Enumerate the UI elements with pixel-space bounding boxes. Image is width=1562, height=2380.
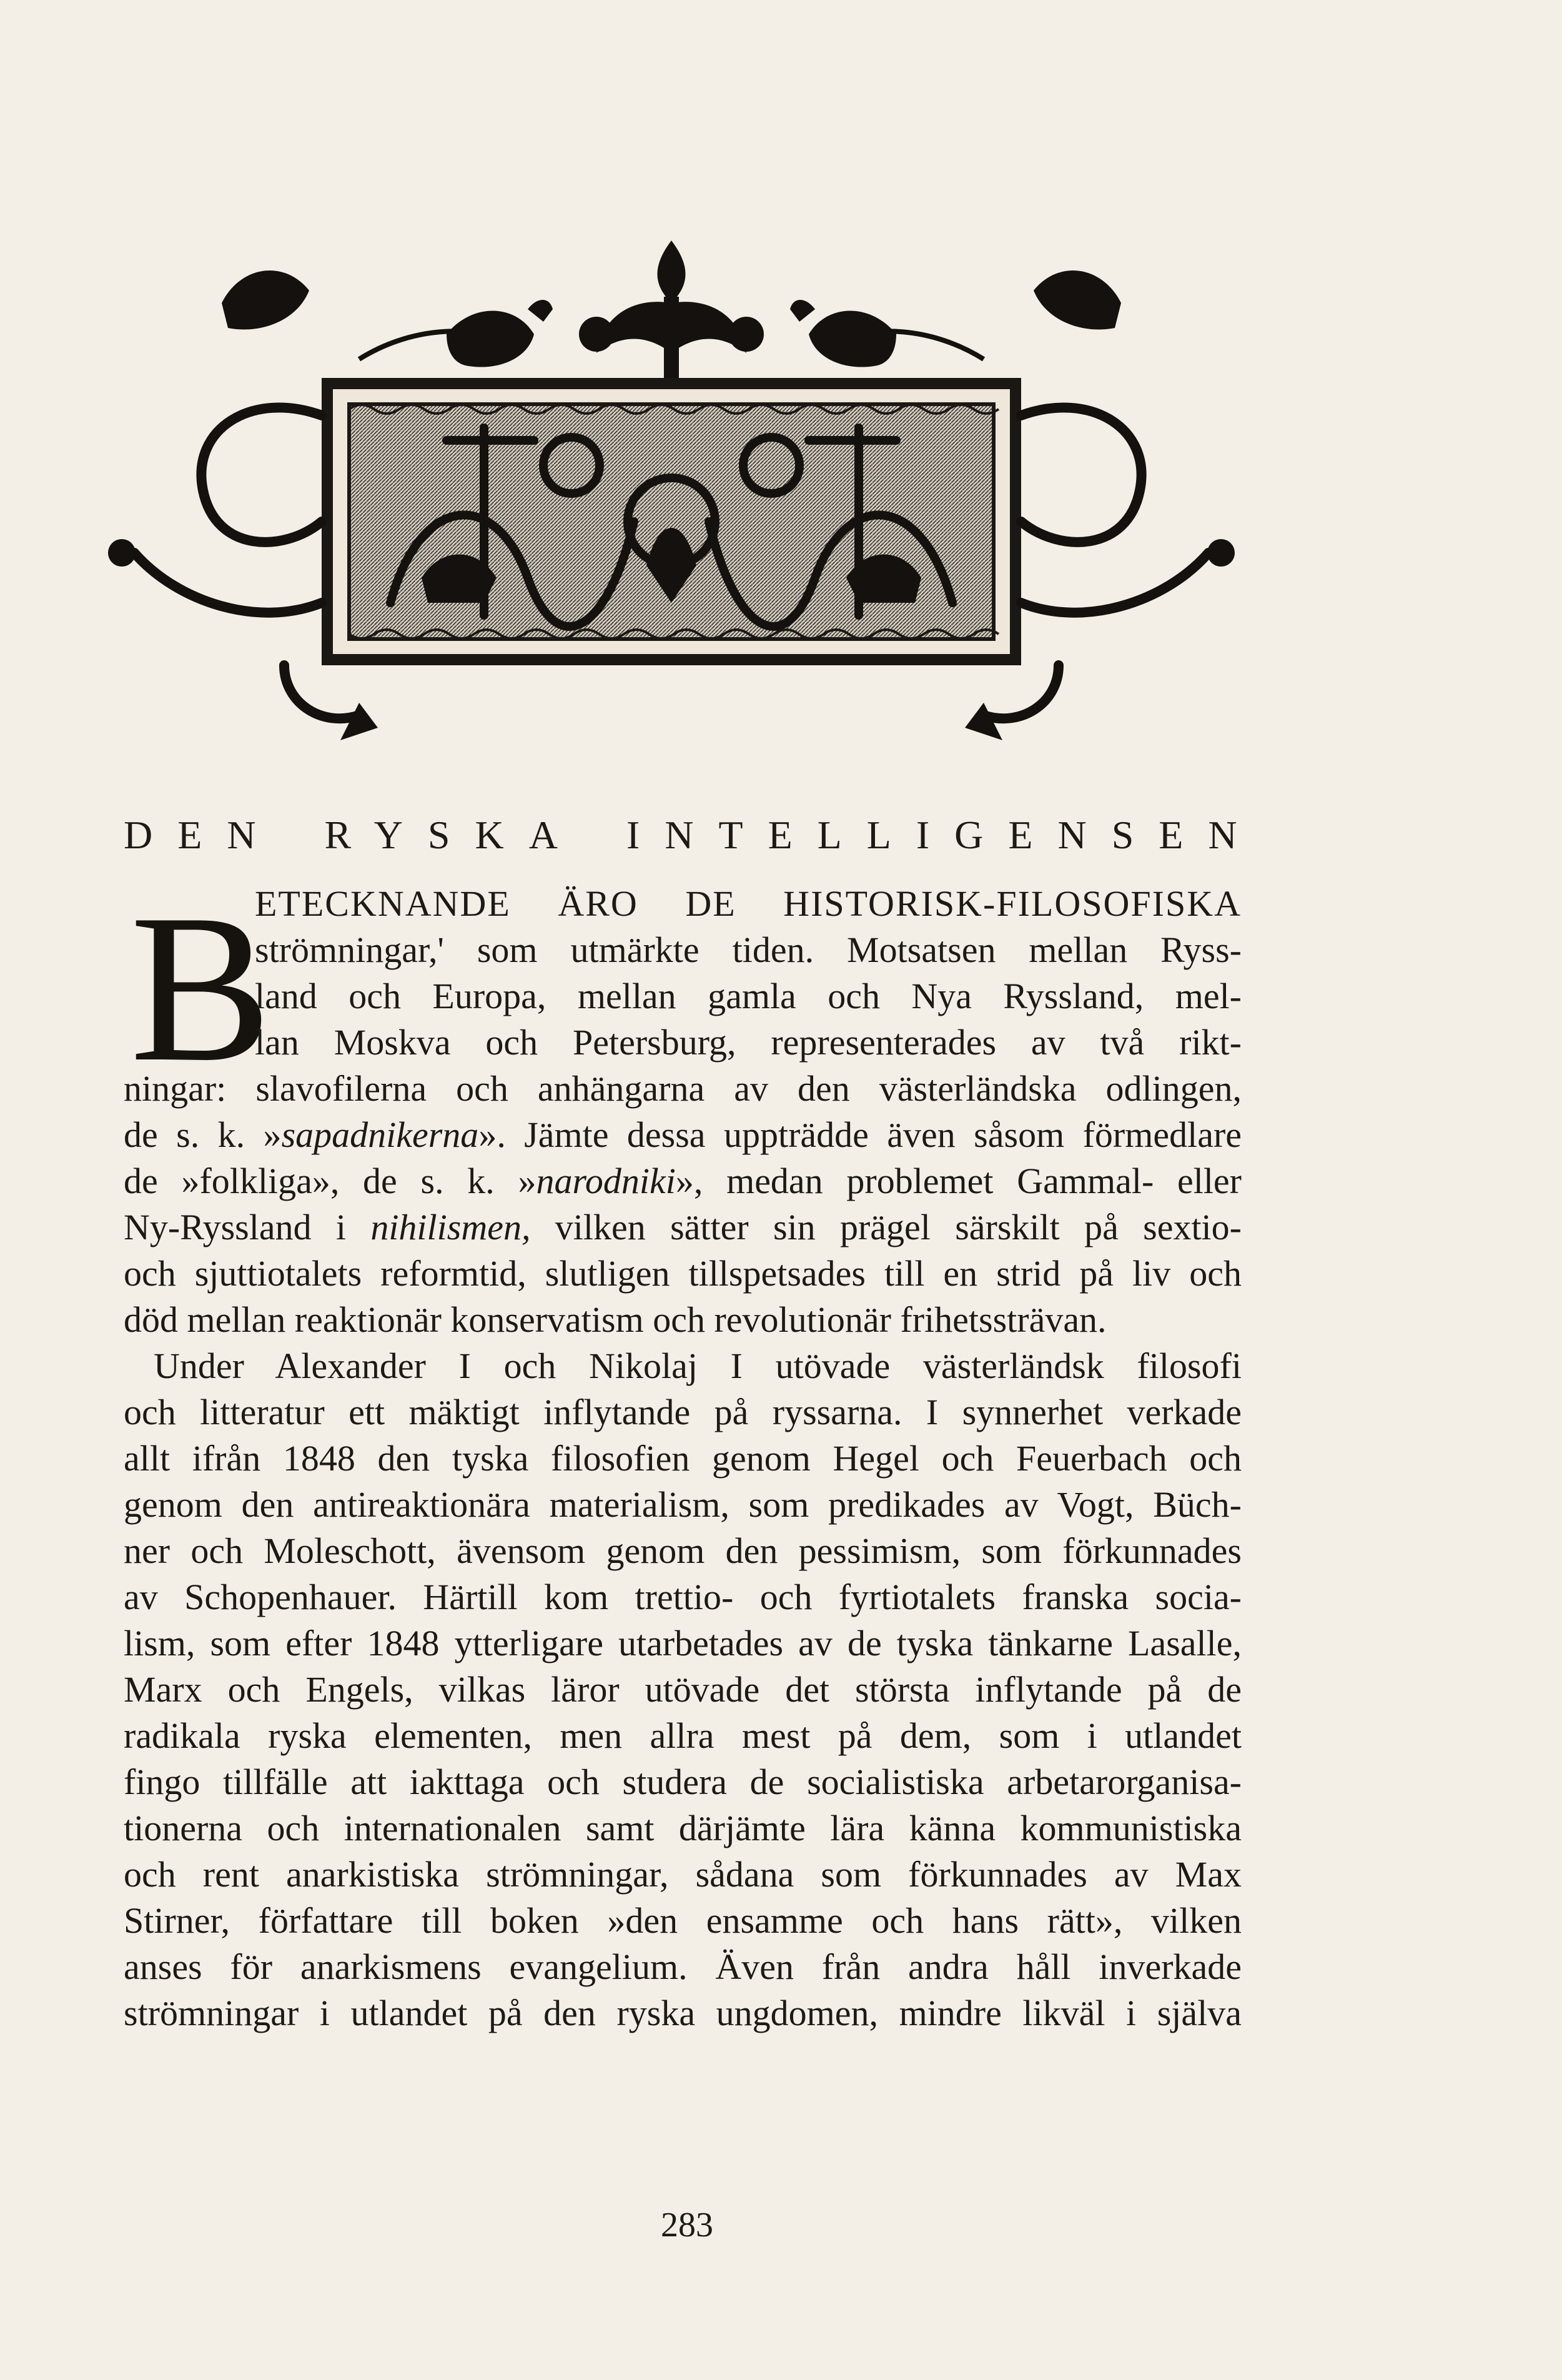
text-line xyxy=(124,1204,1242,1251)
text-line: allt ifrån 1848 den tyska filosofien genom Hegel och Feuerbach och xyxy=(124,1438,1242,1479)
text-line: ningar: slavofilerna och anhängarna av den västerländska odlingen, xyxy=(124,1068,1242,1109)
text-line: död mellan reaktionär konservatism och revolutionär frihetssträvan. xyxy=(124,1299,1107,1340)
text-line: tionerna och internationalen samt därjämte lära känna kommunistiska xyxy=(124,1808,1242,1848)
text-fragment: », medan problemet Gammal- eller xyxy=(675,1161,1242,1201)
text-line: anses för anarkismens evangelium. Även från andra håll inverkade xyxy=(124,1946,1242,1987)
title-word-1: DEN xyxy=(124,813,281,857)
text-line xyxy=(124,1112,1242,1158)
text-fragment: Ny-Ryssland i xyxy=(124,1207,371,1247)
italic-term: sapadnikerna xyxy=(281,1114,479,1155)
text-line: Stirner, författare till boken »den ensamme och hans rätt», vilken xyxy=(124,1900,1242,1941)
italic-term: nihilismen, xyxy=(370,1207,531,1247)
text-line: radikala ryska elementen, men allra mest på dem, som i utlandet xyxy=(124,1715,1242,1756)
opening-caps-line: ETECKNANDE ÄRO DE HISTORISK-FILOSOFISKA xyxy=(255,883,1242,924)
italic-term: narodniki xyxy=(536,1161,676,1201)
text-line: ner och Moleschott, ävensom genom den pessimism, som förkunnades xyxy=(124,1530,1242,1571)
opening-line: strömningar,' som utmärkte tiden. Motsatsen mellan Ryss- xyxy=(255,930,1242,970)
text-line: av Schopenhauer. Härtill kom trettio- och fyrtiotalets franska socia- xyxy=(124,1577,1242,1617)
title-word-3: INTELLIGENSEN xyxy=(626,813,1262,857)
title-word-2: RYSKA xyxy=(324,813,583,857)
opening-line: lan Moskva och Petersburg, representerades av två rikt- xyxy=(255,1022,1242,1063)
text-line: lism, som efter 1848 ytterligare utarbetades av de tyska tänkarne Lasalle, xyxy=(124,1623,1242,1664)
opening-lines xyxy=(255,881,1242,1066)
page-number: 283 xyxy=(661,2206,713,2244)
text-line: strömningar i utlandet på den ryska ungdomen, mindre likväl i själva xyxy=(124,1993,1242,2033)
opening-line: land och Europa, mellan gamla och Nya Ryssland, mel- xyxy=(255,976,1242,1016)
body-text xyxy=(124,1066,1242,2036)
text-line: genom den antireaktionära materialism, som predikades av Vogt, Büch- xyxy=(124,1484,1242,1525)
decorative-headpiece-icon xyxy=(97,228,1246,740)
text-line: och sjuttiotalets reformtid, slutligen tillspetsades till en strid på liv och xyxy=(124,1253,1242,1294)
text-line: och rent anarkistiska strömningar, sådana som förkunnades av Max xyxy=(124,1854,1242,1895)
chapter-title xyxy=(124,812,1262,858)
text-line: fingo tillfälle att iakttaga och studera de socialistiska arbetarorganisa- xyxy=(124,1762,1242,1802)
text-fragment: vilken sätter sin prägel särskilt på sextio- xyxy=(530,1207,1242,1247)
text-fragment: ». Jämte dessa uppträdde även såsom förmedlare xyxy=(478,1114,1242,1155)
text-line xyxy=(124,1158,1242,1204)
text-line: Under Alexander I och Nikolaj I utövade västerländsk filosofi xyxy=(154,1346,1242,1386)
drop-cap: B xyxy=(130,870,272,1106)
text-line: Marx och Engels, vilkas läror utövade det största inflytande på de xyxy=(124,1669,1242,1710)
text-line: och litteratur ett mäktigt inflytande på ryssarna. I synnerhet verkade xyxy=(124,1392,1242,1432)
text-fragment: de s. k. » xyxy=(124,1114,282,1155)
text-fragment: de »folkliga», de s. k. » xyxy=(124,1161,536,1201)
